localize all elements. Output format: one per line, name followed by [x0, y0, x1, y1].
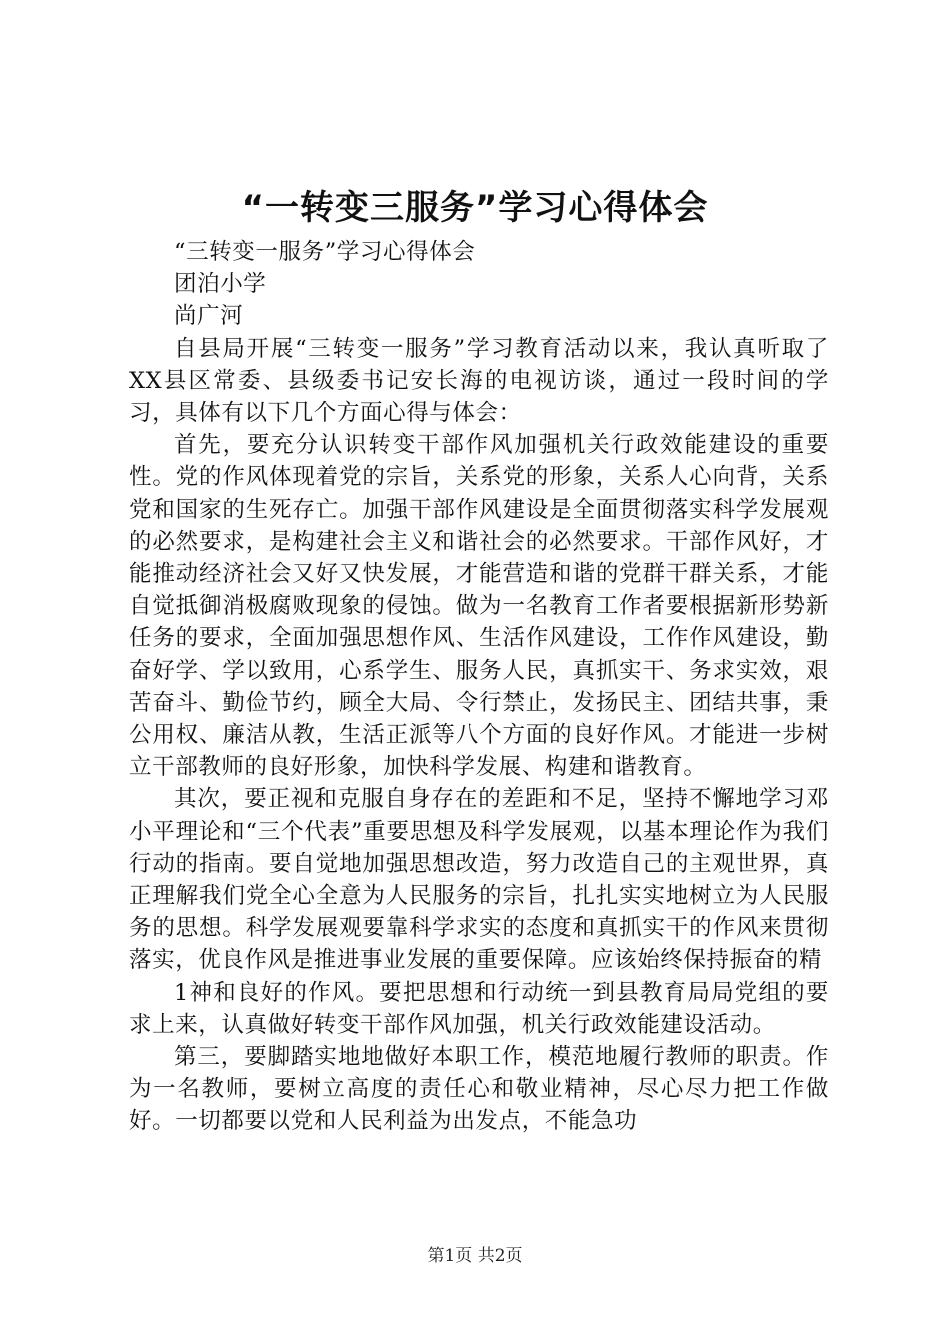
paragraph-first: 首先，要充分认识转变干部作风加强机关行政效能建设的重要性。党的作风体现着党的宗旨，关系党的形象，关系人心向背，关系党和国家的生死存亡。加强干部作风建设是全面贯彻落实科学发展观的必然要求，是构建社会主义和谐社会的必然要求。干部作风好，才能推动经济社会又好又快发展，才能营造和谐的党群干群关系，才能自觉抵御消极腐败现象的侵蚀。做为一名教育工作者要根据新形势新任务的要求，全面加强思想作风、生活作风建设，工作作风建设，勤奋好学、学以致用，心系学生、服务人民，真抓实干、务求实效，艰苦奋斗、勤俭节约，顾全大局、令行禁止，发扬民主、团结共事，秉公用权、廉洁从教，生活正派等八个方面的良好作风。才能进一步树立干部教师的良好形象，加快科学发展、构建和谐教育。 [129, 432, 829, 781]
school-line: 团泊小学 [174, 271, 267, 298]
paragraph-third: 第三，要脚踏实地地做好本职工作，模范地履行教师的职责。作为一名教师，要树立高度的责任心和敬业精神，尽心尽力把工作做好。一切都要以党和人民利益为出发点，不能急功 [129, 1044, 829, 1135]
author-line: 尚广河 [174, 303, 244, 330]
paragraph-intro: 自县局开展“三转变一服务”学习教育活动以来，我认真听取了XX县区常委、县级委书记安长海的电视访谈，通过一段时间的学习，具体有以下几个方面心得与体会： [129, 335, 829, 427]
document-body [129, 236, 829, 1138]
paragraph-second: 其次，要正视和克服自身存在的差距和不足，坚持不懈地学习邓小平理论和“三个代表”重要思想及科学发展观，以基本理论作为我们行动的指南。要自觉地加强思想改造，努力改造自己的主观世界，真正理解我们党全心全意为人民服务的宗旨，扎扎实实地树立为人民服务的思想。科学发展观要靠科学求实的态度和真抓实干的作风来贯彻落实，优良作风是推进事业发展的重要保障。应该始终保持振奋的精 [129, 786, 829, 974]
page-number-footer: 第1页 共2页 [427, 1246, 523, 1266]
document-title: “一转变三服务”学习心得体会 [241, 188, 709, 228]
paragraph-continued: 1神和良好的作风。要把思想和行动统一到县教育局局党组的要求上来，认真做好转变干部作风加强，机关行政效能建设活动。 [129, 979, 829, 1038]
subtitle-line: “三转变一服务”学习心得体会 [174, 239, 476, 265]
